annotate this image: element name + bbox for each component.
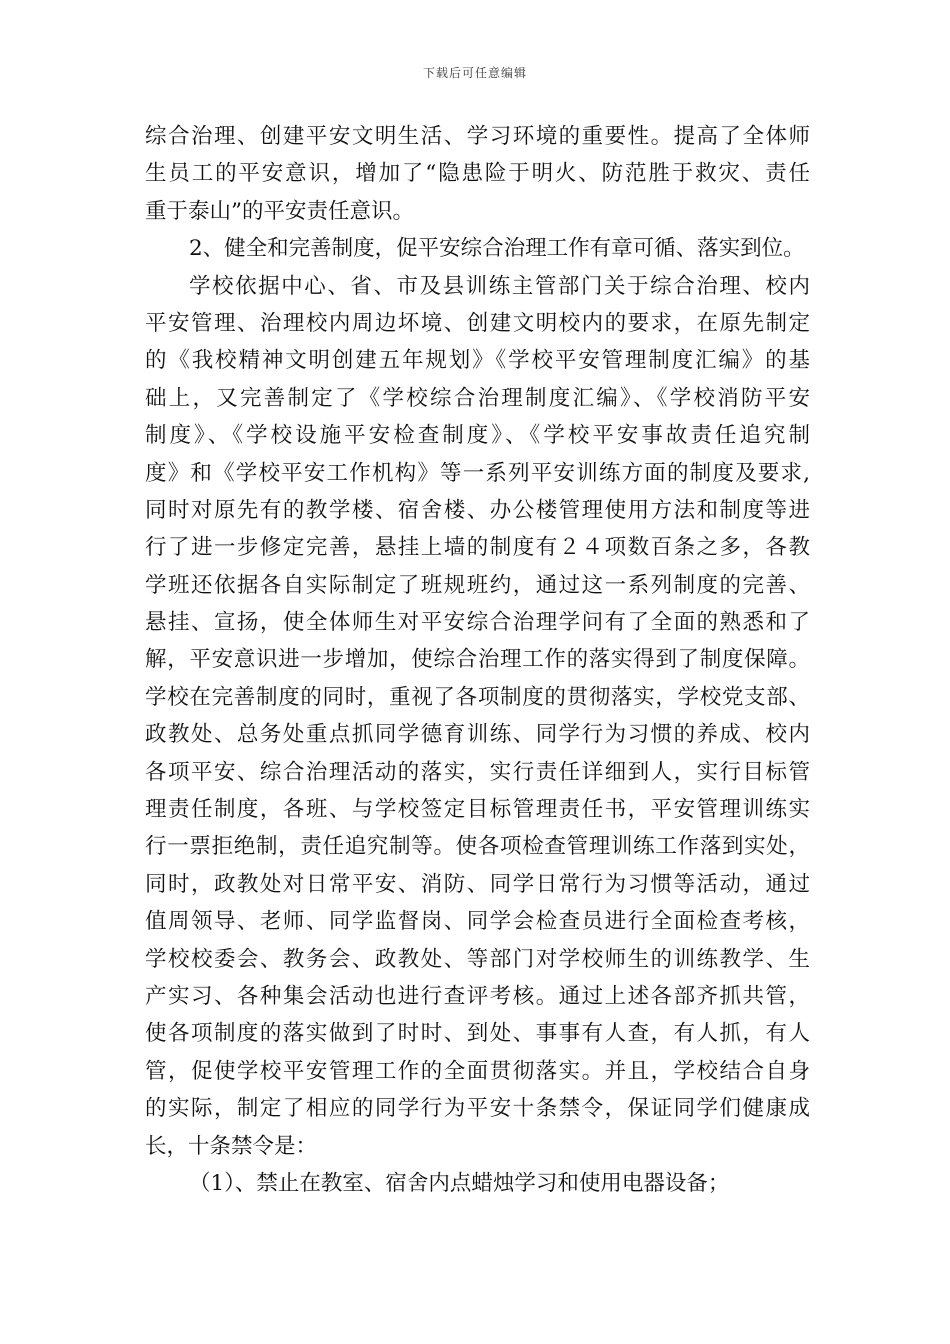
text-line: 管，促使学校平安管理工作的全面贯彻落实。并且，学校结合自身	[145, 1058, 810, 1084]
text-line: 重于泰山”的平安责任意识。	[145, 198, 414, 224]
text-line: 理责任制度，各班、与学校签定目标管理责任书，平安管理训练实	[145, 797, 810, 823]
page-header-note: 下载后可任意编辑	[422, 66, 527, 80]
text-line: 各项平安、综合治理活动的落实，实行责任详细到人，实行目标管	[145, 759, 810, 785]
text-line: （1）、禁止在教室、宿舍内点蜡烛学习和使用电器设备；	[189, 1170, 730, 1196]
text-line: 产实习、各种集会活动也进行查评考核。通过上述各部齐抓共管，	[145, 983, 810, 1009]
text-line: 同时对原先有的教学楼、宿舍楼、办公楼管理使用方法和制度等进	[145, 497, 810, 523]
text-line: 学校校委会、教务会、政教处、等部门对学校师生的训练教学、生	[145, 946, 810, 972]
text-line: 的《我校精神文明创建五年规划》《学校平安管理制度汇编》的基	[145, 348, 810, 374]
text-line: 综合治理、创建平安文明生活、学习环境的重要性。提高了全体师	[145, 124, 810, 149]
document-body	[145, 118, 810, 1202]
text-line: 的实际，制定了相应的同学行为平安十条禁令，保证同学们健康成	[145, 1096, 810, 1122]
text-line: 制度》、《学校设施平安检查制度》、《学校平安事故责任追究制	[145, 423, 810, 449]
text-line: 悬挂、宣扬，使全体师生对平安综合治理学问有了全面的熟悉和了	[145, 610, 810, 636]
text-line: 使各项制度的落实做到了时时、到处、事事有人查，有人抓，有人	[145, 1021, 810, 1047]
text-line: 政教处、总务处重点抓同学德育训练、同学行为习惯的养成、校内	[145, 722, 810, 748]
text-line: 学校在完善制度的同时，重视了各项制度的贯彻落实，学校党支部、	[145, 684, 810, 710]
text-line: 学班还依据各自实际制定了班规班约，通过这一系列制度的完善、	[145, 572, 810, 598]
text-line: 度》和《学校平安工作机构》等一系列平安训练方面的制度及要求,	[145, 460, 810, 486]
text-line: 解，平安意识进一步增加，使综合治理工作的落实得到了制度保障。	[145, 647, 810, 673]
text-line: 生员工的平安意识，增加了“隐患险于明火、防范胜于救灾、责任	[145, 161, 810, 187]
text-line: 同时，政教处对日常平安、消防、同学日常行为习惯等活动，通过	[145, 871, 810, 897]
text-line: 础上，又完善制定了《学校综合治理制度汇编》、《学校消防平安	[145, 385, 810, 411]
text-line: 2、健全和完善制度，促平安综合治理工作有章可循、落实到位。	[189, 236, 805, 262]
text-line: 平安管理、治理校内周边坏境、创建文明校内的要求，在原先制定	[145, 310, 810, 336]
text-line: 学校依据中心、省、市及县训练主管部门关于综合治理、校内	[189, 273, 810, 299]
text-line: 行了进一步修定完善，悬挂上墙的制度有２４项数百条之多，各教	[145, 535, 810, 561]
text-line: 行一票拒绝制，责任追究制等。使各项检查管理训练工作落到实处，	[145, 834, 810, 860]
text-line: 长，十条禁令是：	[145, 1133, 318, 1159]
text-line: 值周领导、老师、同学监督岗、同学会检查员进行全面检查考核，	[145, 909, 810, 935]
